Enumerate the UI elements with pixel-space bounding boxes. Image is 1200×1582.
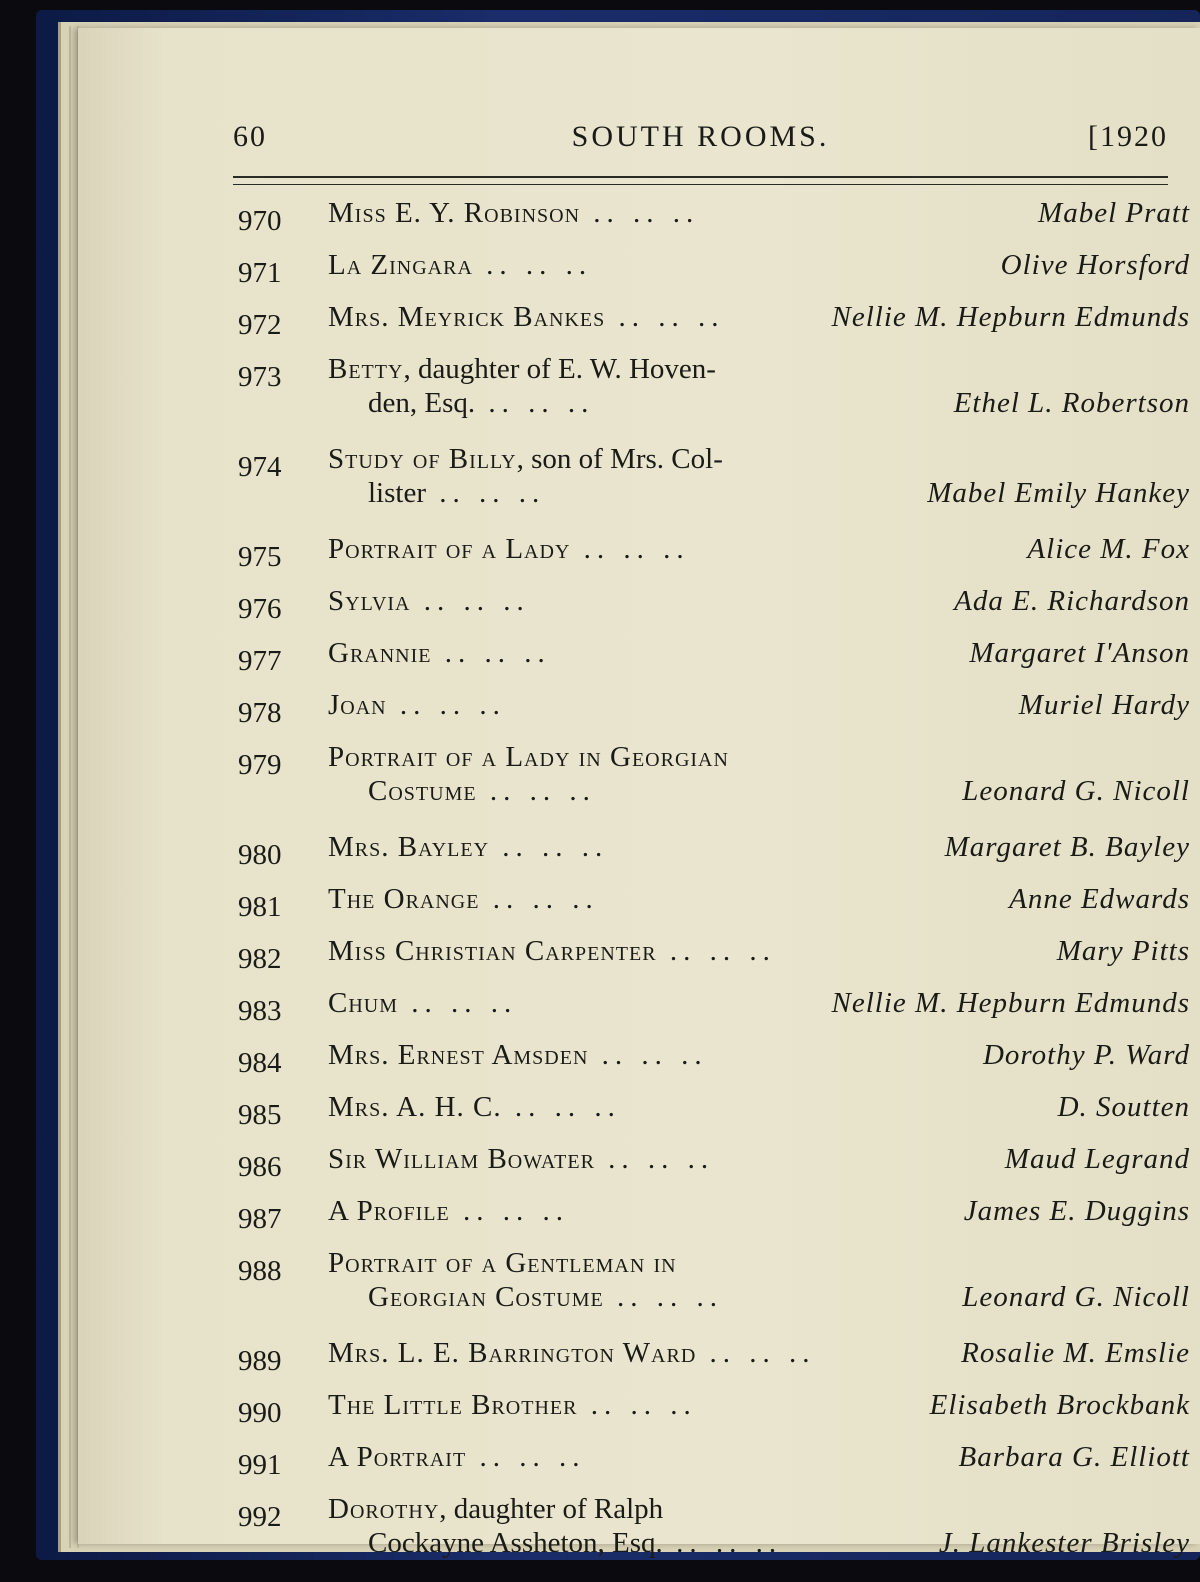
leader-dots: .. .. .. — [570, 533, 690, 565]
entry-title — [328, 1090, 621, 1124]
catalogue-entry — [238, 830, 1190, 882]
entry-artist: James E. Duggins — [963, 1195, 1190, 1227]
entry-title — [328, 1440, 585, 1474]
entry-number: 981 — [238, 891, 282, 923]
entry-number: 983 — [238, 995, 282, 1027]
catalogue-entry — [238, 688, 1190, 740]
entry-title-text: Grannie — [328, 637, 432, 669]
entry-title — [328, 532, 690, 566]
leader-dots: .. .. .. — [603, 1281, 724, 1313]
entry-artist: Leonard G. Nicoll — [962, 775, 1190, 807]
entry-title-text: Study of Billy — [328, 443, 517, 475]
entry-number: 986 — [238, 1151, 282, 1183]
entry-title — [328, 740, 729, 774]
entry-title — [328, 830, 608, 864]
entry-number: 972 — [238, 309, 282, 341]
catalogue-entry — [238, 740, 1190, 830]
catalogue-entry — [238, 442, 1190, 532]
entry-number: 974 — [238, 451, 282, 483]
entry-title — [328, 352, 716, 386]
entry-title — [328, 1142, 714, 1176]
year-marker: [1920 — [1088, 120, 1168, 153]
entry-title-text: The Orange — [328, 883, 480, 915]
header-rule — [233, 176, 1168, 185]
entry-artist: Anne Edwards — [1009, 883, 1190, 915]
catalogue-list — [238, 196, 1190, 1582]
entry-artist: Mabel Emily Hankey — [927, 477, 1190, 509]
entry-title-text: Sir William Bowater — [328, 1143, 595, 1175]
entry-artist: Olive Horsford — [1000, 249, 1190, 281]
catalogue-entry — [238, 1336, 1190, 1388]
leader-dots: .. .. .. — [466, 1441, 586, 1473]
entry-number: 984 — [238, 1047, 282, 1079]
entry-title-text: Miss Christian Carpenter — [328, 935, 657, 967]
entry-title-text: A Portrait — [328, 1441, 467, 1473]
entry-artist: Muriel Hardy — [1018, 689, 1190, 721]
entry-title-text: Dorothy — [328, 1493, 440, 1525]
entry-number: 982 — [238, 943, 282, 975]
catalogue-entry — [238, 532, 1190, 584]
leader-dots: .. .. .. — [479, 883, 599, 915]
entry-title — [328, 1246, 677, 1280]
entry-title-text: Mrs. Bayley — [328, 831, 490, 863]
catalogue-entry — [238, 1038, 1190, 1090]
leader-dots: .. .. .. — [426, 477, 546, 509]
entry-title — [328, 986, 517, 1020]
entry-number: 975 — [238, 541, 282, 573]
entry-title-text: Mrs. Meyrick Bankes — [328, 301, 606, 333]
catalogue-entry — [238, 248, 1190, 300]
leader-dots: .. .. .. — [398, 987, 518, 1019]
leader-dots: .. .. .. — [472, 249, 593, 281]
entry-title-continued — [368, 386, 594, 420]
page-number: 60 — [233, 120, 267, 153]
entry-subtitle: , son of Mrs. Col- — [516, 443, 723, 475]
catalogue-entry — [238, 1440, 1190, 1492]
entry-artist: D. Soutten — [1057, 1091, 1190, 1123]
entry-artist: J. Lankester Brisley — [938, 1527, 1190, 1559]
catalogue-entry — [238, 584, 1190, 636]
entry-title-text: The Little Brother — [328, 1389, 578, 1421]
entry-number: 979 — [238, 749, 282, 781]
entry-title-text: Portrait of a Lady — [328, 533, 571, 565]
entry-title-text: Portrait of a Gentleman in — [328, 1247, 677, 1279]
entry-title — [328, 934, 776, 968]
entry-number: 971 — [238, 257, 282, 289]
entry-artist: Mary Pitts — [1056, 935, 1190, 967]
entry-title-continued-text: Georgian Costume — [368, 1281, 604, 1313]
catalogue-entry — [238, 934, 1190, 986]
leader-dots: .. .. .. — [588, 1039, 708, 1071]
entry-number: 990 — [238, 1397, 282, 1429]
entry-title-text: Chum — [328, 987, 399, 1019]
entry-title — [328, 636, 551, 670]
entry-number: 977 — [238, 645, 282, 677]
leader-dots: .. .. .. — [489, 831, 609, 863]
entry-title — [328, 1336, 816, 1370]
entry-number: 988 — [238, 1255, 282, 1287]
entry-number: 987 — [238, 1203, 282, 1235]
entry-artist: Nellie M. Hepburn Edmunds — [831, 987, 1190, 1019]
entry-title-text: Mrs. Ernest Amsden — [328, 1039, 589, 1071]
entry-title — [328, 1038, 708, 1072]
leader-dots: .. .. .. — [476, 775, 596, 807]
entry-title-continued-text: lister — [368, 477, 426, 509]
catalogue-entry — [238, 352, 1190, 442]
entry-artist: Dorothy P. Ward — [982, 1039, 1190, 1071]
entry-title-text: Miss E. Y. Robinson — [328, 197, 581, 229]
entry-title-continued-text: Cockayne Assheton, Esq. — [368, 1527, 663, 1559]
entry-number: 985 — [238, 1099, 282, 1131]
entry-artist: Ethel L. Robertson — [953, 387, 1190, 419]
entry-artist: Mabel Pratt — [1038, 197, 1190, 229]
leader-dots: .. .. .. — [577, 1389, 697, 1421]
catalogue-entry — [238, 882, 1190, 934]
entry-title — [328, 1492, 663, 1526]
catalogue-entry — [238, 300, 1190, 352]
page-header — [233, 112, 1168, 162]
entry-title-text: Mrs. L. E. Barrington Ward — [328, 1337, 697, 1369]
entry-artist: Ada E. Richardson — [954, 585, 1190, 617]
entry-number: 973 — [238, 361, 282, 393]
entry-number: 991 — [238, 1449, 282, 1481]
entry-artist: Margaret I'Anson — [969, 637, 1190, 669]
section-title: SOUTH ROOMS. — [571, 120, 830, 153]
catalogue-entry — [238, 636, 1190, 688]
catalogue-entry — [238, 1194, 1190, 1246]
entry-title — [328, 882, 599, 916]
entry-title — [328, 300, 725, 334]
catalogue-entry — [238, 1388, 1190, 1440]
entry-title-continued — [368, 774, 596, 808]
leader-dots: .. .. .. — [501, 1091, 621, 1123]
leader-dots: .. .. .. — [662, 1527, 783, 1559]
catalogue-entry — [238, 1142, 1190, 1194]
entry-title-text: Mrs. A. H. C. — [328, 1091, 502, 1123]
entry-title — [328, 584, 530, 618]
catalogue-entry — [238, 196, 1190, 248]
leader-dots: .. .. .. — [410, 585, 530, 617]
leader-dots: .. .. .. — [431, 637, 551, 669]
entry-title-continued — [368, 1280, 723, 1314]
entry-title — [328, 1388, 697, 1422]
entry-title — [328, 196, 699, 230]
entry-artist: Maud Legrand — [1004, 1143, 1190, 1175]
entry-title-text: Joan — [328, 689, 387, 721]
entry-title-continued — [368, 476, 545, 510]
entry-artist: Nellie M. Hepburn Edmunds — [831, 301, 1190, 333]
leader-dots: .. .. .. — [386, 689, 506, 721]
book-page — [78, 28, 1200, 1559]
leader-dots: .. .. .. — [696, 1337, 816, 1369]
entry-title — [328, 688, 506, 722]
catalogue-entry — [238, 1492, 1190, 1582]
entry-subtitle: , daughter of Ralph — [439, 1493, 664, 1525]
leader-dots: .. .. .. — [449, 1195, 569, 1227]
entry-title-text: Portrait of a Lady in Georgian — [328, 741, 729, 773]
catalogue-entry — [238, 1090, 1190, 1142]
entry-artist: Margaret B. Bayley — [944, 831, 1190, 863]
leader-dots: .. .. .. — [656, 935, 776, 967]
entry-number: 992 — [238, 1501, 282, 1533]
entry-number: 976 — [238, 593, 282, 625]
entry-number: 978 — [238, 697, 282, 729]
catalogue-entry — [238, 986, 1190, 1038]
leader-dots: .. .. .. — [605, 301, 725, 333]
entry-title — [328, 1194, 569, 1228]
entry-title — [328, 442, 723, 476]
entry-title — [328, 248, 592, 282]
catalogue-entry — [238, 1246, 1190, 1336]
leader-dots: .. .. .. — [594, 1143, 715, 1175]
entry-number: 980 — [238, 839, 282, 871]
entry-artist: Barbara G. Elliott — [958, 1441, 1190, 1473]
entry-artist: Alice M. Fox — [1027, 533, 1190, 565]
entry-number: 989 — [238, 1345, 282, 1377]
entry-title-text: Betty — [328, 353, 404, 385]
entry-subtitle: , daughter of E. W. Hoven- — [403, 353, 716, 385]
entry-title-continued-text: den, Esq. — [368, 387, 476, 419]
entry-title-text: Sylvia — [328, 585, 411, 617]
leader-dots: .. .. .. — [580, 197, 700, 229]
entry-number: 970 — [238, 205, 282, 237]
leader-dots: .. .. .. — [475, 387, 595, 419]
entry-title-text: A Profile — [328, 1195, 450, 1227]
entry-title-continued-text: Costume — [368, 775, 477, 807]
entry-title-text: La Zingara — [328, 249, 473, 281]
entry-artist: Rosalie M. Emslie — [961, 1337, 1190, 1369]
entry-title-continued — [368, 1526, 782, 1560]
entry-artist: Elisabeth Brockbank — [929, 1389, 1190, 1421]
entry-artist: Leonard G. Nicoll — [962, 1281, 1190, 1313]
